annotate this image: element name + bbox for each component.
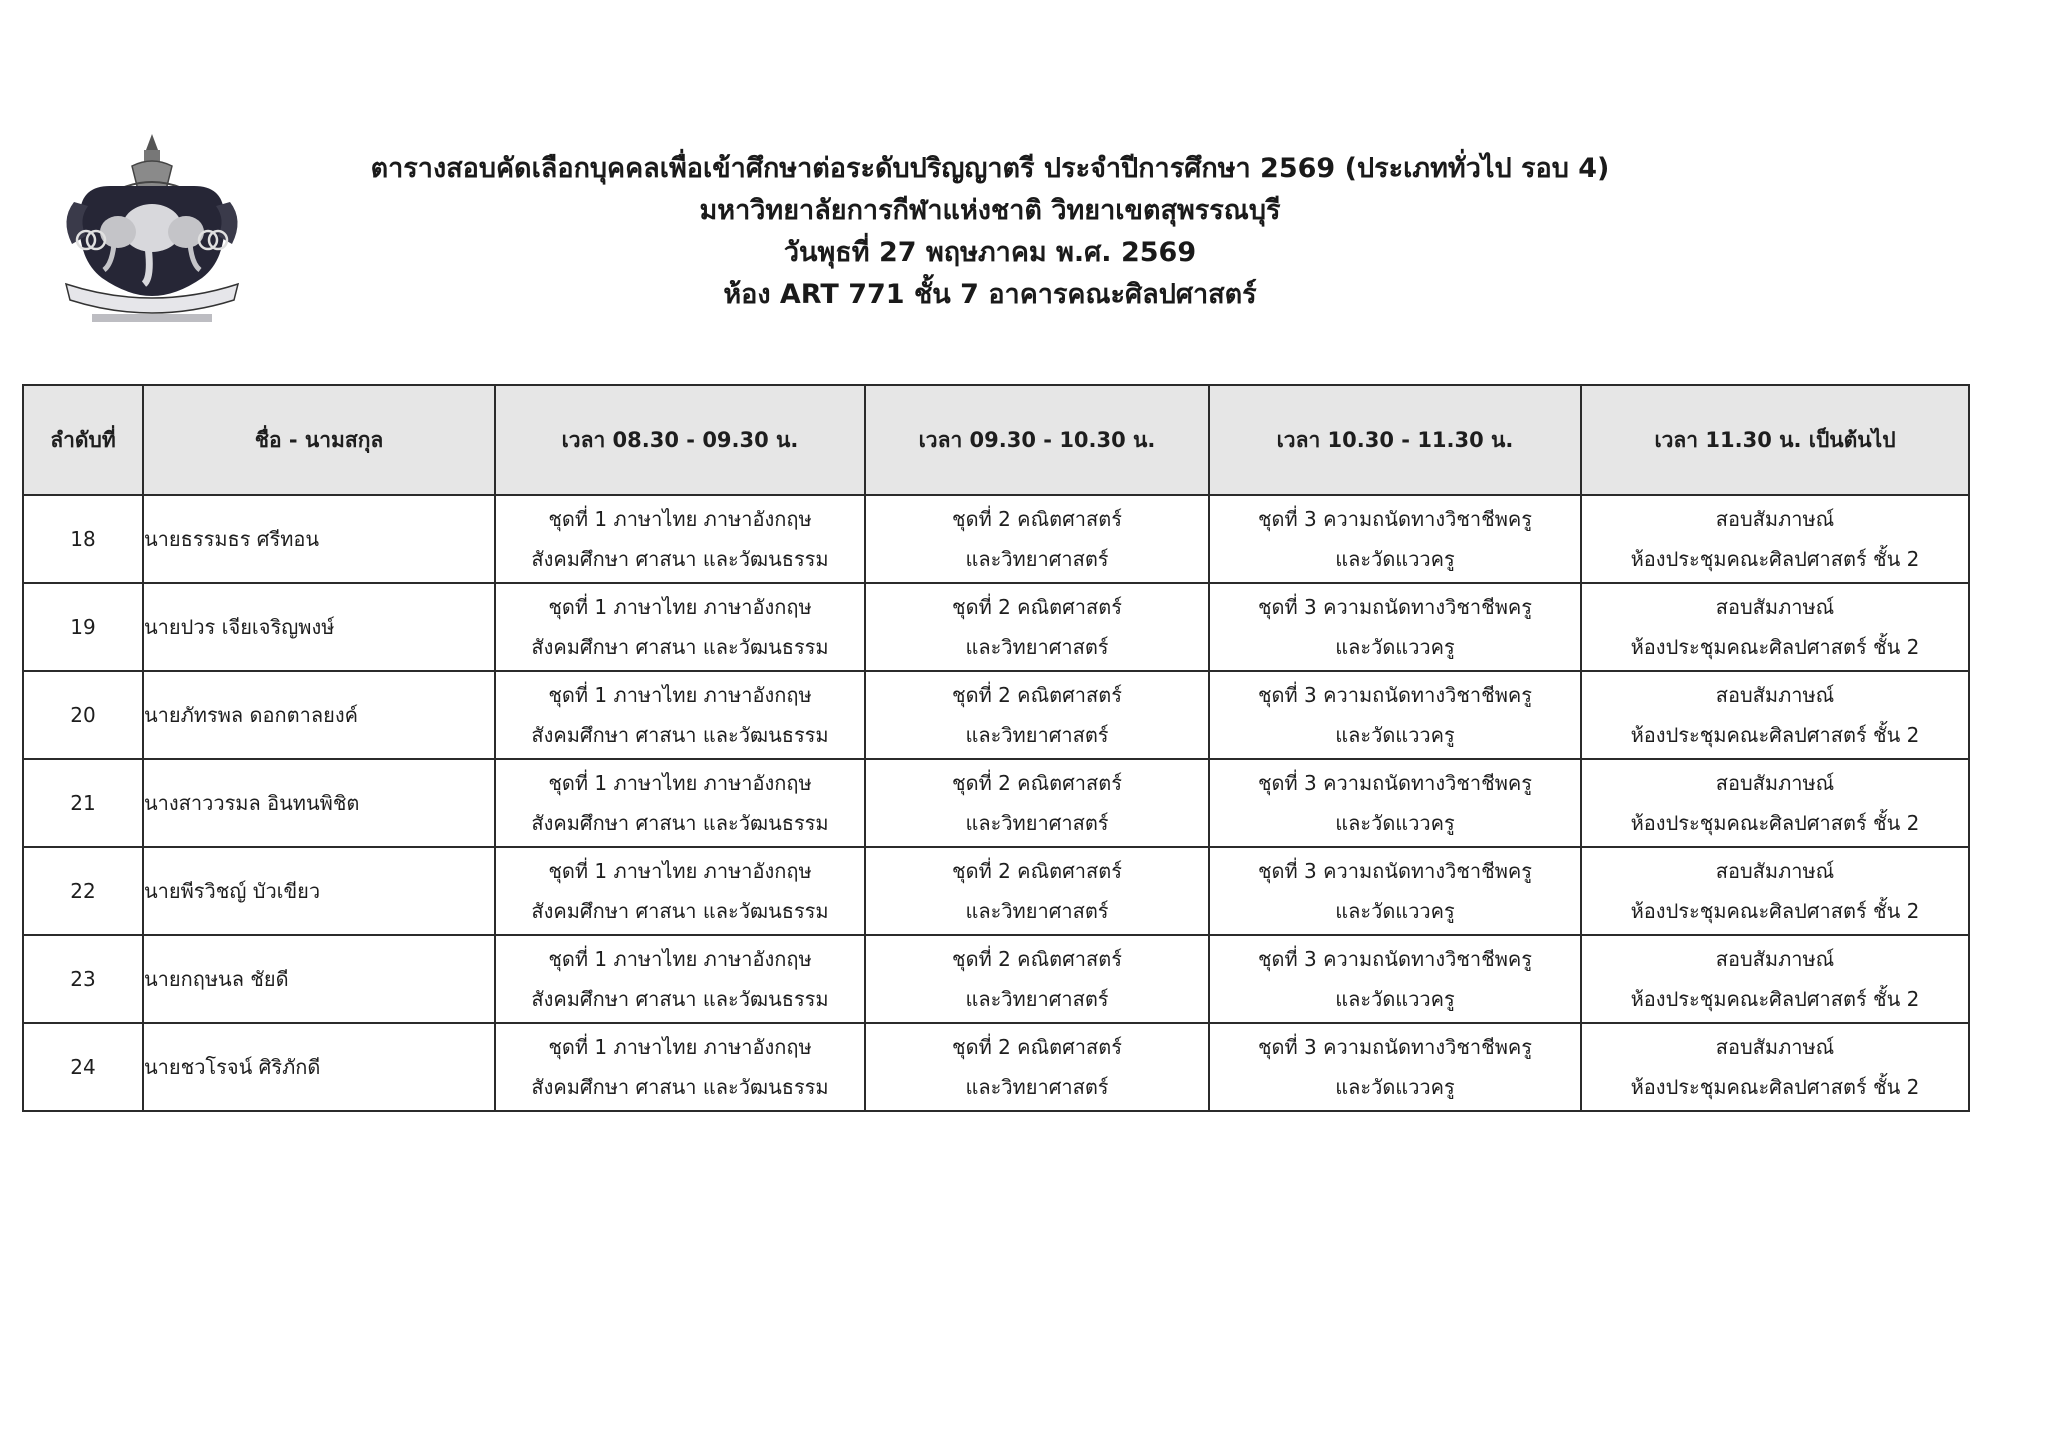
slot-4-line-2: ห้องประชุมคณะศิลปศาสตร์ ชั้น 2	[1630, 547, 1920, 571]
university-seal-icon	[52, 128, 252, 328]
seq-cell: 23	[23, 935, 143, 1023]
slot-1-cell	[495, 671, 865, 759]
slot-3-line-2: และวัดแววครู	[1335, 899, 1455, 923]
slot-4-cell	[1581, 495, 1969, 583]
table-header-row	[23, 385, 1969, 495]
slot-3-cell	[1209, 847, 1581, 935]
exam-room: ห้อง ART 771 ชั้น 7 อาคารคณะศิลปศาสตร์	[723, 279, 1257, 310]
slot-2-line-1: ชุดที่ 2 คณิตศาสตร์	[952, 1035, 1122, 1059]
slot-4-cell	[1581, 759, 1969, 847]
slot-3-line-2: และวัดแววครู	[1335, 547, 1455, 571]
slot-2-line-2: และวิทยาศาสตร์	[965, 811, 1109, 835]
slot-1-cell	[495, 495, 865, 583]
slot-1-line-2: สังคมศึกษา ศาสนา และวัฒนธรรม	[531, 635, 829, 659]
slot-3-cell	[1209, 1023, 1581, 1111]
slot-3-cell	[1209, 495, 1581, 583]
slot-1-cell	[495, 583, 865, 671]
name-cell: นางสาววรมล อินทนพิชิต	[143, 759, 495, 847]
table-row	[23, 759, 1969, 847]
name-cell: นายธรรมธร ศรีทอน	[143, 495, 495, 583]
slot-2-line-1: ชุดที่ 2 คณิตศาสตร์	[952, 683, 1122, 707]
exam-date: วันพุธที่ 27 พฤษภาคม พ.ศ. 2569	[783, 237, 1197, 268]
slot-3-line-1: ชุดที่ 3 ความถนัดทางวิชาชีพครู	[1257, 595, 1533, 619]
slot-2-line-1: ชุดที่ 2 คณิตศาสตร์	[952, 595, 1122, 619]
slot-2-line-2: และวิทยาศาสตร์	[965, 635, 1109, 659]
slot-3-cell	[1209, 935, 1581, 1023]
slot-1-line-1: ชุดที่ 1 ภาษาไทย ภาษาอังกฤษ	[548, 947, 812, 971]
slot-2-cell	[865, 759, 1209, 847]
slot-1-line-2: สังคมศึกษา ศาสนา และวัฒนธรรม	[531, 987, 829, 1011]
table-row	[23, 583, 1969, 671]
slot-1-cell	[495, 847, 865, 935]
slot-1-line-1: ชุดที่ 1 ภาษาไทย ภาษาอังกฤษ	[548, 859, 812, 883]
slot-4-line-2: ห้องประชุมคณะศิลปศาสตร์ ชั้น 2	[1630, 635, 1920, 659]
slot-1-line-1: ชุดที่ 1 ภาษาไทย ภาษาอังกฤษ	[548, 771, 812, 795]
university-name: มหาวิทยาลัยการกีฬาแห่งชาติ วิทยาเขตสุพรรณบุรี	[699, 195, 1281, 226]
slot-1-line-2: สังคมศึกษา ศาสนา และวัฒนธรรม	[531, 1075, 829, 1099]
slot-2-line-1: ชุดที่ 2 คณิตศาสตร์	[952, 507, 1122, 531]
slot-3-line-2: และวัดแววครู	[1335, 723, 1455, 747]
slot-2-line-1: ชุดที่ 2 คณิตศาสตร์	[952, 859, 1122, 883]
slot-4-line-1: สอบสัมภาษณ์	[1715, 947, 1835, 971]
slot-4-line-1: สอบสัมภาษณ์	[1715, 595, 1835, 619]
slot-3-line-1: ชุดที่ 3 ความถนัดทางวิชาชีพครู	[1257, 771, 1533, 795]
slot-2-cell	[865, 847, 1209, 935]
name-cell: นายชวโรจน์ ศิริภักดี	[143, 1023, 495, 1111]
slot-4-cell	[1581, 671, 1969, 759]
seq-cell: 20	[23, 671, 143, 759]
column-header-slot-4: เวลา 11.30 น. เป็นต้นไป	[1581, 385, 1969, 495]
name-cell: นายกฤษนล ชัยดี	[143, 935, 495, 1023]
column-header-name: ชื่อ - นามสกุล	[143, 385, 495, 495]
slot-1-line-2: สังคมศึกษา ศาสนา และวัฒนธรรม	[531, 723, 829, 747]
table-row	[23, 1023, 1969, 1111]
slot-2-cell	[865, 1023, 1209, 1111]
slot-4-line-1: สอบสัมภาษณ์	[1715, 771, 1835, 795]
slot-4-line-1: สอบสัมภาษณ์	[1715, 507, 1835, 531]
column-header-slot-2: เวลา 09.30 - 10.30 น.	[865, 385, 1209, 495]
seq-cell: 21	[23, 759, 143, 847]
document-title: ตารางสอบคัดเลือกบุคคลเพื่อเข้าศึกษาต่อระดับปริญญาตรี ประจำปีการศึกษา 2569 (ประเภททั่วไป รอบ 4)	[370, 153, 1610, 184]
slot-2-cell	[865, 495, 1209, 583]
slot-4-line-2: ห้องประชุมคณะศิลปศาสตร์ ชั้น 2	[1630, 723, 1920, 747]
slot-1-line-1: ชุดที่ 1 ภาษาไทย ภาษาอังกฤษ	[548, 683, 812, 707]
slot-1-line-1: ชุดที่ 1 ภาษาไทย ภาษาอังกฤษ	[548, 595, 812, 619]
slot-3-line-1: ชุดที่ 3 ความถนัดทางวิชาชีพครู	[1257, 1035, 1533, 1059]
slot-2-line-1: ชุดที่ 2 คณิตศาสตร์	[952, 771, 1122, 795]
slot-4-line-2: ห้องประชุมคณะศิลปศาสตร์ ชั้น 2	[1630, 987, 1920, 1011]
slot-1-line-1: ชุดที่ 1 ภาษาไทย ภาษาอังกฤษ	[548, 1035, 812, 1059]
slot-4-line-2: ห้องประชุมคณะศิลปศาสตร์ ชั้น 2	[1630, 1075, 1920, 1099]
slot-1-cell	[495, 759, 865, 847]
seq-cell: 19	[23, 583, 143, 671]
column-header-slot-1: เวลา 08.30 - 09.30 น.	[495, 385, 865, 495]
slot-2-line-1: ชุดที่ 2 คณิตศาสตร์	[952, 947, 1122, 971]
slot-2-line-2: และวิทยาศาสตร์	[965, 723, 1109, 747]
name-cell: นายพีรวิชญ์ บัวเขียว	[143, 847, 495, 935]
slot-1-line-2: สังคมศึกษา ศาสนา และวัฒนธรรม	[531, 899, 829, 923]
university-logo	[52, 128, 252, 328]
slot-4-line-1: สอบสัมภาษณ์	[1715, 1035, 1835, 1059]
slot-4-cell	[1581, 847, 1969, 935]
slot-4-cell	[1581, 583, 1969, 671]
column-header-slot-3: เวลา 10.30 - 11.30 น.	[1209, 385, 1581, 495]
table-row	[23, 495, 1969, 583]
slot-3-line-2: และวัดแววครู	[1335, 635, 1455, 659]
document-header	[300, 148, 1680, 316]
slot-2-cell	[865, 935, 1209, 1023]
slot-4-cell	[1581, 935, 1969, 1023]
slot-1-line-2: สังคมศึกษา ศาสนา และวัฒนธรรม	[531, 811, 829, 835]
slot-4-cell	[1581, 1023, 1969, 1111]
slot-4-line-1: สอบสัมภาษณ์	[1715, 859, 1835, 883]
slot-3-cell	[1209, 583, 1581, 671]
slot-1-cell	[495, 935, 865, 1023]
slot-2-line-2: และวิทยาศาสตร์	[965, 899, 1109, 923]
name-cell: นายปวร เจียเจริญพงษ์	[143, 583, 495, 671]
slot-3-line-1: ชุดที่ 3 ความถนัดทางวิชาชีพครู	[1257, 859, 1533, 883]
slot-3-line-2: และวัดแววครู	[1335, 987, 1455, 1011]
slot-3-cell	[1209, 759, 1581, 847]
slot-2-cell	[865, 583, 1209, 671]
slot-2-line-2: และวิทยาศาสตร์	[965, 987, 1109, 1011]
slot-3-line-2: และวัดแววครู	[1335, 811, 1455, 835]
slot-1-line-1: ชุดที่ 1 ภาษาไทย ภาษาอังกฤษ	[548, 507, 812, 531]
slot-3-cell	[1209, 671, 1581, 759]
column-header-seq: ลำดับที่	[23, 385, 143, 495]
seq-cell: 24	[23, 1023, 143, 1111]
slot-2-cell	[865, 671, 1209, 759]
name-cell: นายภัทรพล ดอกตาลยงค์	[143, 671, 495, 759]
table-row	[23, 847, 1969, 935]
table-row	[23, 935, 1969, 1023]
slot-2-line-2: และวิทยาศาสตร์	[965, 547, 1109, 571]
slot-4-line-2: ห้องประชุมคณะศิลปศาสตร์ ชั้น 2	[1630, 811, 1920, 835]
slot-1-cell	[495, 1023, 865, 1111]
slot-3-line-1: ชุดที่ 3 ความถนัดทางวิชาชีพครู	[1257, 683, 1533, 707]
slot-4-line-2: ห้องประชุมคณะศิลปศาสตร์ ชั้น 2	[1630, 899, 1920, 923]
slot-3-line-1: ชุดที่ 3 ความถนัดทางวิชาชีพครู	[1257, 507, 1533, 531]
table-row	[23, 671, 1969, 759]
slot-2-line-2: และวิทยาศาสตร์	[965, 1075, 1109, 1099]
seq-cell: 22	[23, 847, 143, 935]
slot-1-line-2: สังคมศึกษา ศาสนา และวัฒนธรรม	[531, 547, 829, 571]
slot-3-line-2: และวัดแววครู	[1335, 1075, 1455, 1099]
slot-3-line-1: ชุดที่ 3 ความถนัดทางวิชาชีพครู	[1257, 947, 1533, 971]
exam-schedule-table	[22, 384, 1970, 1112]
slot-4-line-1: สอบสัมภาษณ์	[1715, 683, 1835, 707]
seq-cell: 18	[23, 495, 143, 583]
